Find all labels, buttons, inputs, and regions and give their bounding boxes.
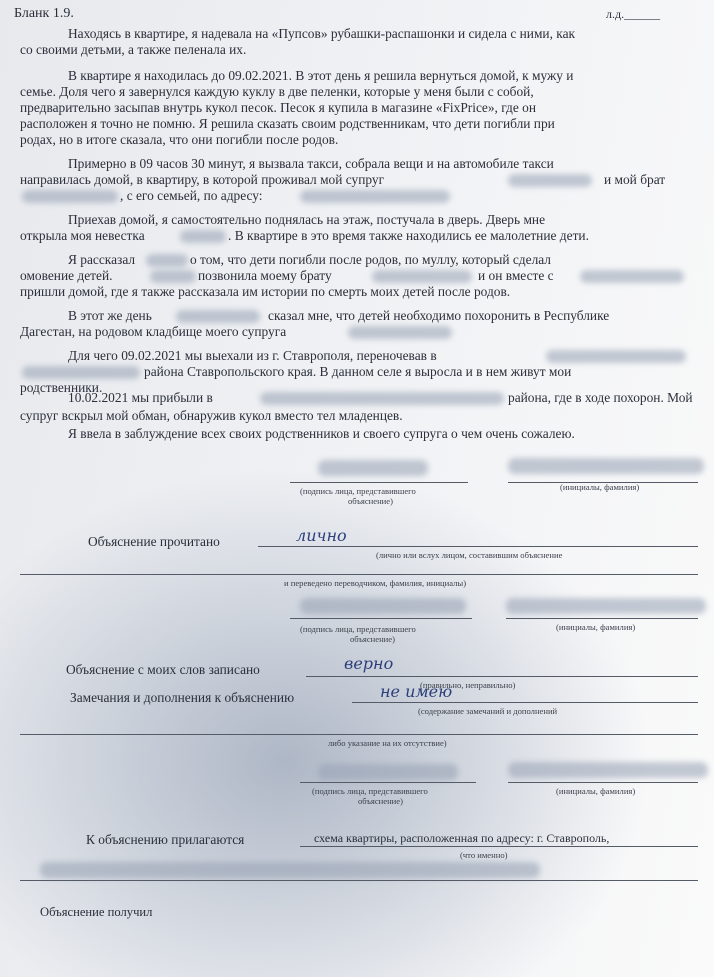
text-line: супруг вскрыл мой обман, обнаружив кукол вместо тел младенцев.: [20, 408, 403, 423]
text-line: Я рассказал: [68, 252, 136, 267]
form-number: Бланк 1.9.: [14, 6, 74, 21]
name-caption: (инициалы, фамилия): [556, 622, 636, 632]
signature-caption: (подпись лица, представившего: [300, 624, 416, 634]
read-caption-2: и переведено переводчиком, фамилия, инициалы): [284, 578, 467, 588]
read-line: [258, 546, 698, 547]
received-label: Объяснение получил: [40, 905, 153, 919]
text-line: омовение детей.: [20, 268, 113, 283]
signature-caption: объяснение): [350, 634, 395, 644]
recorded-line: [306, 676, 698, 677]
name-line: [506, 618, 698, 619]
signature-redaction: [318, 764, 458, 780]
text-line: Я ввела в заблуждение всех своих родственников и своего супруга о чем очень сожалею.: [68, 426, 575, 441]
recorded-label: Объяснение с моих слов записано: [66, 662, 260, 677]
text-line: Приехав домой, я самостоятельно поднялась на этаж, постучала в дверь. Дверь мне: [68, 212, 546, 227]
text-line: и он вместе с: [478, 268, 554, 283]
signature-caption: (подпись лица, представившего: [312, 786, 428, 796]
text-line: Для чего 09.02.2021 мы выехали из г. Ставрополя, переночевав в: [68, 348, 437, 363]
redaction: [300, 190, 450, 203]
text-line: Примерно в 09 часов 30 минут, я вызвала такси, собрала вещи и на автомобиле такси: [68, 156, 554, 171]
redaction: [180, 230, 226, 243]
remarks-line-2: [20, 734, 698, 735]
attached-value: схема квартиры, расположенная по адресу: г. Ставрополь,: [314, 831, 610, 845]
signature-redaction: [300, 598, 466, 614]
redaction: [546, 350, 686, 363]
text-line: пришли домой, где я также рассказала им истории по смерть моих детей после родов.: [20, 284, 511, 299]
read-label: Объяснение прочитано: [88, 534, 220, 549]
name-caption: (инициалы, фамилия): [560, 482, 640, 492]
redaction: [580, 270, 684, 283]
attached-caption: (что именно): [460, 850, 508, 860]
text-line: расположен я точно не помню. Я решила сказать своим родственникам, что дети погибли при: [20, 116, 555, 131]
signature-line: [290, 618, 472, 619]
remarks-handwritten: не имею: [380, 682, 453, 701]
redaction: [260, 392, 504, 405]
read-handwritten: лично: [296, 526, 347, 545]
redaction: [508, 174, 592, 187]
read-line-2: [20, 574, 698, 575]
remarks-line: [352, 702, 698, 703]
text-line: В квартире я находилась до 09.02.2021. В этот день я решила вернуться домой, к мужу и: [68, 68, 574, 83]
signature-line: [300, 782, 476, 783]
name-redaction: [508, 458, 704, 474]
text-line: района, где в ходе похорон. Мой: [508, 390, 693, 405]
redaction: [22, 366, 140, 379]
text-line: сказал мне, что детей необходимо похоронить в Республике: [268, 308, 610, 323]
signature-caption: объяснение): [358, 796, 403, 806]
recorded-caption: (правильно, неправильно): [420, 680, 516, 690]
text-line: и мой брат: [604, 172, 666, 187]
text-line: района Ставропольского края. В данном селе я выросла и в нем живут мои: [144, 364, 572, 379]
signature-caption: объяснение): [348, 496, 393, 506]
redaction: [176, 310, 260, 323]
text-line: 10.02.2021 мы прибыли в: [68, 390, 213, 405]
name-caption: (инициалы, фамилия): [556, 786, 636, 796]
text-line: направилась домой, в квартиру, в которой проживал мой супруг: [20, 172, 385, 187]
name-redaction: [506, 598, 706, 614]
text-line: со своими детьми, а также пеленала их.: [20, 42, 247, 57]
text-line: позвонила моему брату: [198, 268, 332, 283]
text-line: , с его семьей, по адресу:: [120, 188, 263, 203]
signature-redaction: [318, 460, 428, 476]
redaction: [372, 270, 472, 283]
name-redaction: [508, 762, 708, 778]
text-line: В этот же день: [68, 308, 152, 323]
attached-line-2: [20, 880, 698, 881]
recorded-handwritten: верно: [344, 654, 394, 673]
text-line: открыла моя невестка: [20, 228, 145, 243]
remarks-label: Замечания и дополнения к объяснению: [70, 690, 295, 705]
text-line: родственники.: [20, 380, 103, 395]
attached-label: К объяснению прилагаются: [86, 832, 245, 847]
signature-line: [290, 482, 468, 483]
text-line: предварительно засыпав внутрь кукол песок. Песок я купила в магазине «FixPrice», где он: [20, 100, 537, 115]
text-line: Находясь в квартире, я надевала на «Пупсов» рубашки-распашонки и сидела с ними, как: [68, 26, 576, 41]
remarks-caption: (содержание замечаний и дополнений: [418, 706, 558, 716]
text-line: о том, что дети погибли после родов, по муллу, который сделал: [190, 252, 551, 267]
read-caption: (лично или вслух лицом, составившим объяснение: [376, 550, 563, 560]
remarks-caption-2: либо указание на их отсутствие): [328, 738, 447, 748]
text-line: Дагестан, на родовом кладбище моего супруга: [20, 324, 287, 339]
redaction: [22, 190, 118, 203]
page-number: л.д.______: [606, 7, 661, 21]
redaction: [146, 254, 188, 267]
redaction: [348, 326, 452, 339]
attached-line: [300, 846, 698, 847]
text-line: . В квартире в это время также находились ее малолетние дети.: [228, 228, 589, 243]
name-line: [508, 782, 698, 783]
text-line: семье. Доля чего я завернулся каждую куклу в две пеленки, которые у меня были с собой,: [20, 84, 534, 99]
text-line: родах, но в итоге сказала, что они погибли после родов.: [20, 132, 339, 147]
redaction: [150, 270, 196, 283]
attached-redaction: [40, 862, 540, 878]
signature-caption: (подпись лица, представившего: [300, 486, 416, 496]
